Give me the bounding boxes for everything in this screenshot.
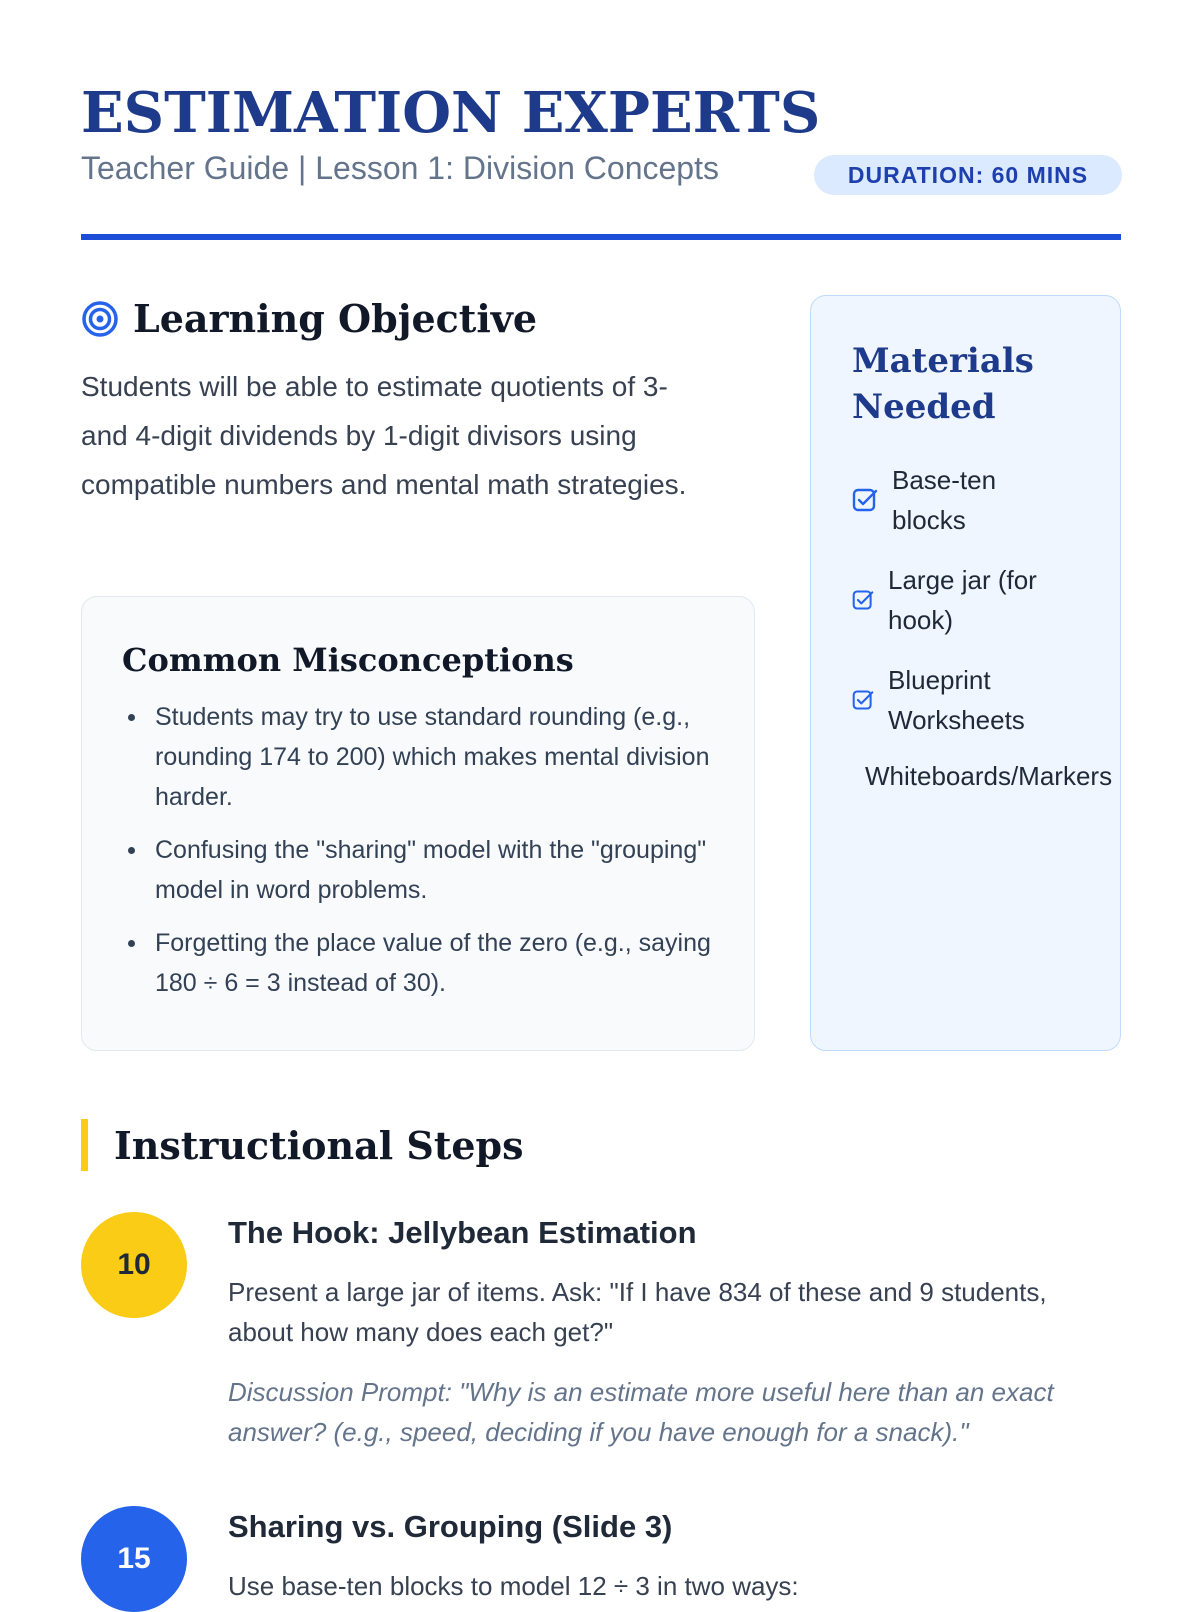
page-subtitle: Teacher Guide | Lesson 1: Division Concepts (81, 150, 719, 186)
checkbox-icon (852, 487, 878, 513)
teacher-guide-page (81, 0, 1121, 1600)
page-title: ESTIMATION EXPERTS (81, 80, 821, 146)
steps-title: Instructional Steps (114, 1122, 524, 1168)
header-divider (81, 234, 1121, 240)
step-duration-circle: 10 (81, 1212, 187, 1318)
objective-title: Learning Objective (133, 296, 538, 341)
material-label: Large jar (for hook) (888, 565, 1037, 635)
objective-heading (81, 296, 537, 341)
steps-heading (81, 1119, 524, 1171)
step-description: Present a large jar of items. Ask: "If I have 834 of these and 9 students, about how many does each get?" (228, 1277, 1047, 1347)
step-title: The Hook: Jellybean Estimation (228, 1215, 697, 1250)
material-label: Blueprint Worksheets (888, 665, 1025, 735)
step-duration-circle: 15 (81, 1506, 187, 1612)
misconceptions-title: Common Misconceptions (122, 641, 574, 679)
checkbox-icon (852, 689, 874, 711)
materials-card (810, 295, 1121, 1051)
materials-title: Materials Needed (852, 341, 1034, 427)
step-discussion-prompt: Discussion Prompt: "Why is an estimate more useful here than an exact answer? (e.g., speed, deciding if you have enough for a snack)." (228, 1377, 1054, 1447)
step-description: Use base-ten blocks to model 12 ÷ 3 in two ways: (228, 1571, 799, 1601)
misconception-item: Students may try to use standard rounding (e.g., rounding 174 to 200) which makes mental division harder. (122, 697, 712, 817)
material-item (852, 660, 1058, 740)
misconceptions-list (122, 697, 712, 1016)
misconception-item: Confusing the "sharing" model with the "grouping" model in word problems. (122, 830, 712, 910)
checkbox-icon (852, 589, 874, 611)
material-item (865, 756, 1112, 796)
material-label: Base-ten blocks (892, 465, 997, 535)
objective-text: Students will be able to estimate quotients of 3- and 4-digit dividends by 1-digit divisors using compatible numbers and mental math strategies. (81, 371, 687, 500)
target-icon (81, 300, 119, 338)
material-item (852, 560, 1058, 640)
material-label: Whiteboards/Markers (865, 761, 1113, 791)
misconceptions-card (81, 596, 755, 1051)
misconception-item: Forgetting the place value of the zero (e.g., saying 180 ÷ 6 = 3 instead of 30). (122, 923, 712, 1003)
step-title: Sharing vs. Grouping (Slide 3) (228, 1509, 673, 1544)
material-item (852, 460, 1062, 540)
duration-badge: DURATION: 60 MINS (814, 155, 1122, 195)
